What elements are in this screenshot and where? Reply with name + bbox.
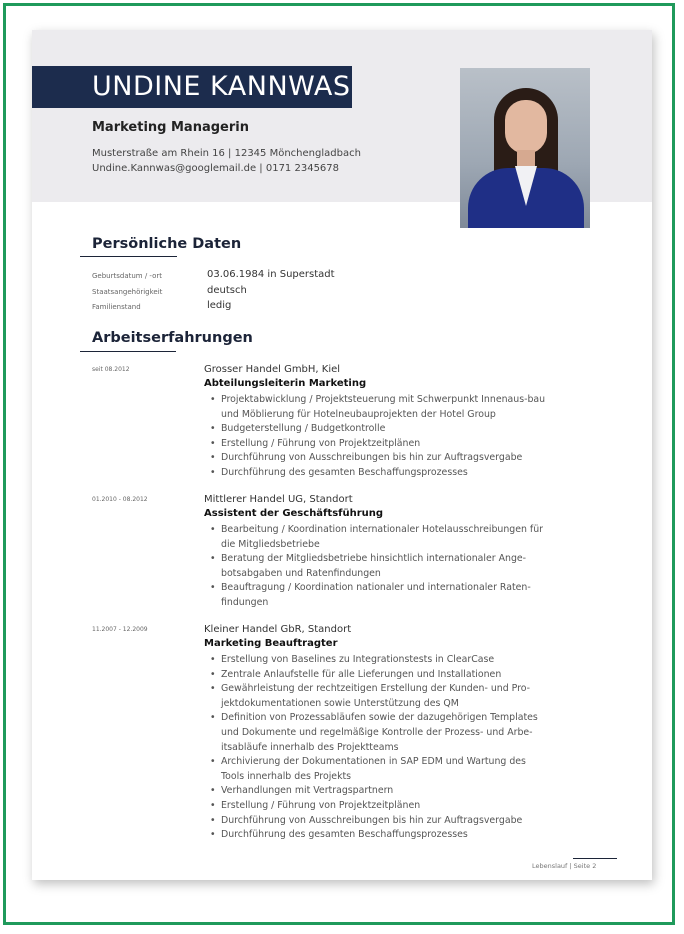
contact-email-phone: Undine.Kannwas@googlemail.de | 0171 2345678 [92, 163, 340, 174]
footer-line [573, 858, 617, 859]
list-item: • Durchführung des gesamten Beschaffungsprozesses [208, 828, 548, 843]
personal-label-nationality: Staatsangehörigkeit [92, 288, 163, 296]
job-tasks [208, 393, 548, 481]
list-item: • Beauftragung / Koordination nationaler und internationaler Raten-findungen [208, 581, 548, 610]
list-item: • Erstellung von Baselines zu Integrationstests in ClearCase [208, 653, 548, 668]
job-company: Mittlerer Handel UG, Standort [204, 494, 353, 505]
personal-value-status: ledig [207, 300, 232, 311]
contact-address: Musterstraße am Rhein 16 | 12345 Mönchengladbach [92, 148, 361, 159]
photo-face [505, 100, 547, 154]
applicant-photo [460, 68, 590, 228]
list-item: • Beratung der Mitgliedsbetriebe hinsichtlich internationaler Ange-botsabgaben und Ratenfindungen [208, 552, 548, 581]
list-item: • Durchführung des gesamten Beschaffungsprozesses [208, 466, 548, 481]
applicant-name: UNDINE KANNWAS [32, 66, 352, 108]
job-tasks [208, 523, 548, 611]
list-item: • Archivierung der Dokumentationen in SAP EDM und Wartung des Tools innerhalb des Projekts [208, 755, 548, 784]
job-role: Assistent der Geschäftsführung [204, 508, 384, 519]
section-underline-experience [80, 351, 176, 352]
job-title: Marketing Managerin [92, 120, 249, 135]
list-item: • Verhandlungen mit Vertragspartnern [208, 784, 548, 799]
list-item: • Bearbeitung / Koordination internationaler Hotelausschreibungen für die Mitgliedsbetriebe [208, 523, 548, 552]
list-item: • Gewährleistung der rechtzeitigen Erstellung der Kunden- und Pro-jektdokumentationen sowie Unterstützung des QM [208, 682, 548, 711]
list-item: • Erstellung / Führung von Projektzeitplänen [208, 799, 548, 814]
job-tasks [208, 653, 548, 843]
section-underline-personal [80, 256, 177, 257]
footer-page-number: Lebenslauf | Seite 2 [532, 862, 597, 870]
job-company: Kleiner Handel GbR, Standort [204, 624, 352, 635]
job-role: Marketing Beauftragter [204, 638, 338, 649]
personal-label-birth: Geburtsdatum / -ort [92, 272, 162, 280]
personal-label-status: Familienstand [92, 303, 141, 311]
list-item: • Definition von Prozessabläufen sowie der dazugehörigen Templates und Dokumente und regelmäßige Kontrolle der Prozess- und Arbe-itsabläufe innerhalb des Projektteams [208, 711, 548, 755]
job-role: Abteilungsleiterin Marketing [204, 378, 367, 389]
resume-page [32, 30, 652, 880]
list-item: • Erstellung / Führung von Projektzeitplänen [208, 437, 548, 452]
section-title-personal: Persönliche Daten [92, 236, 242, 252]
list-item: • Durchführung von Ausschreibungen bis hin zur Auftragsvergabe [208, 451, 548, 466]
list-item: • Durchführung von Ausschreibungen bis hin zur Auftragsvergabe [208, 814, 548, 829]
job-date: 11.2007 - 12.2009 [92, 626, 148, 633]
list-item: • Zentrale Anlaufstelle für alle Lieferungen und Installationen [208, 668, 548, 683]
job-date: 01.2010 - 08.2012 [92, 496, 148, 503]
personal-value-birth: 03.06.1984 in Superstadt [207, 269, 335, 280]
personal-value-nationality: deutsch [207, 285, 247, 296]
job-company: Grosser Handel GmbH, Kiel [204, 364, 341, 375]
job-date: seit 08.2012 [92, 366, 130, 373]
list-item: • Budgeterstellung / Budgetkontrolle [208, 422, 548, 437]
list-item: • Projektabwicklung / Projektsteuerung mit Schwerpunkt Innenaus-bau und Möblierung für Hotelneubauprojekten der Hotel Group [208, 393, 548, 422]
section-title-experience: Arbeitserfahrungen [92, 330, 253, 346]
